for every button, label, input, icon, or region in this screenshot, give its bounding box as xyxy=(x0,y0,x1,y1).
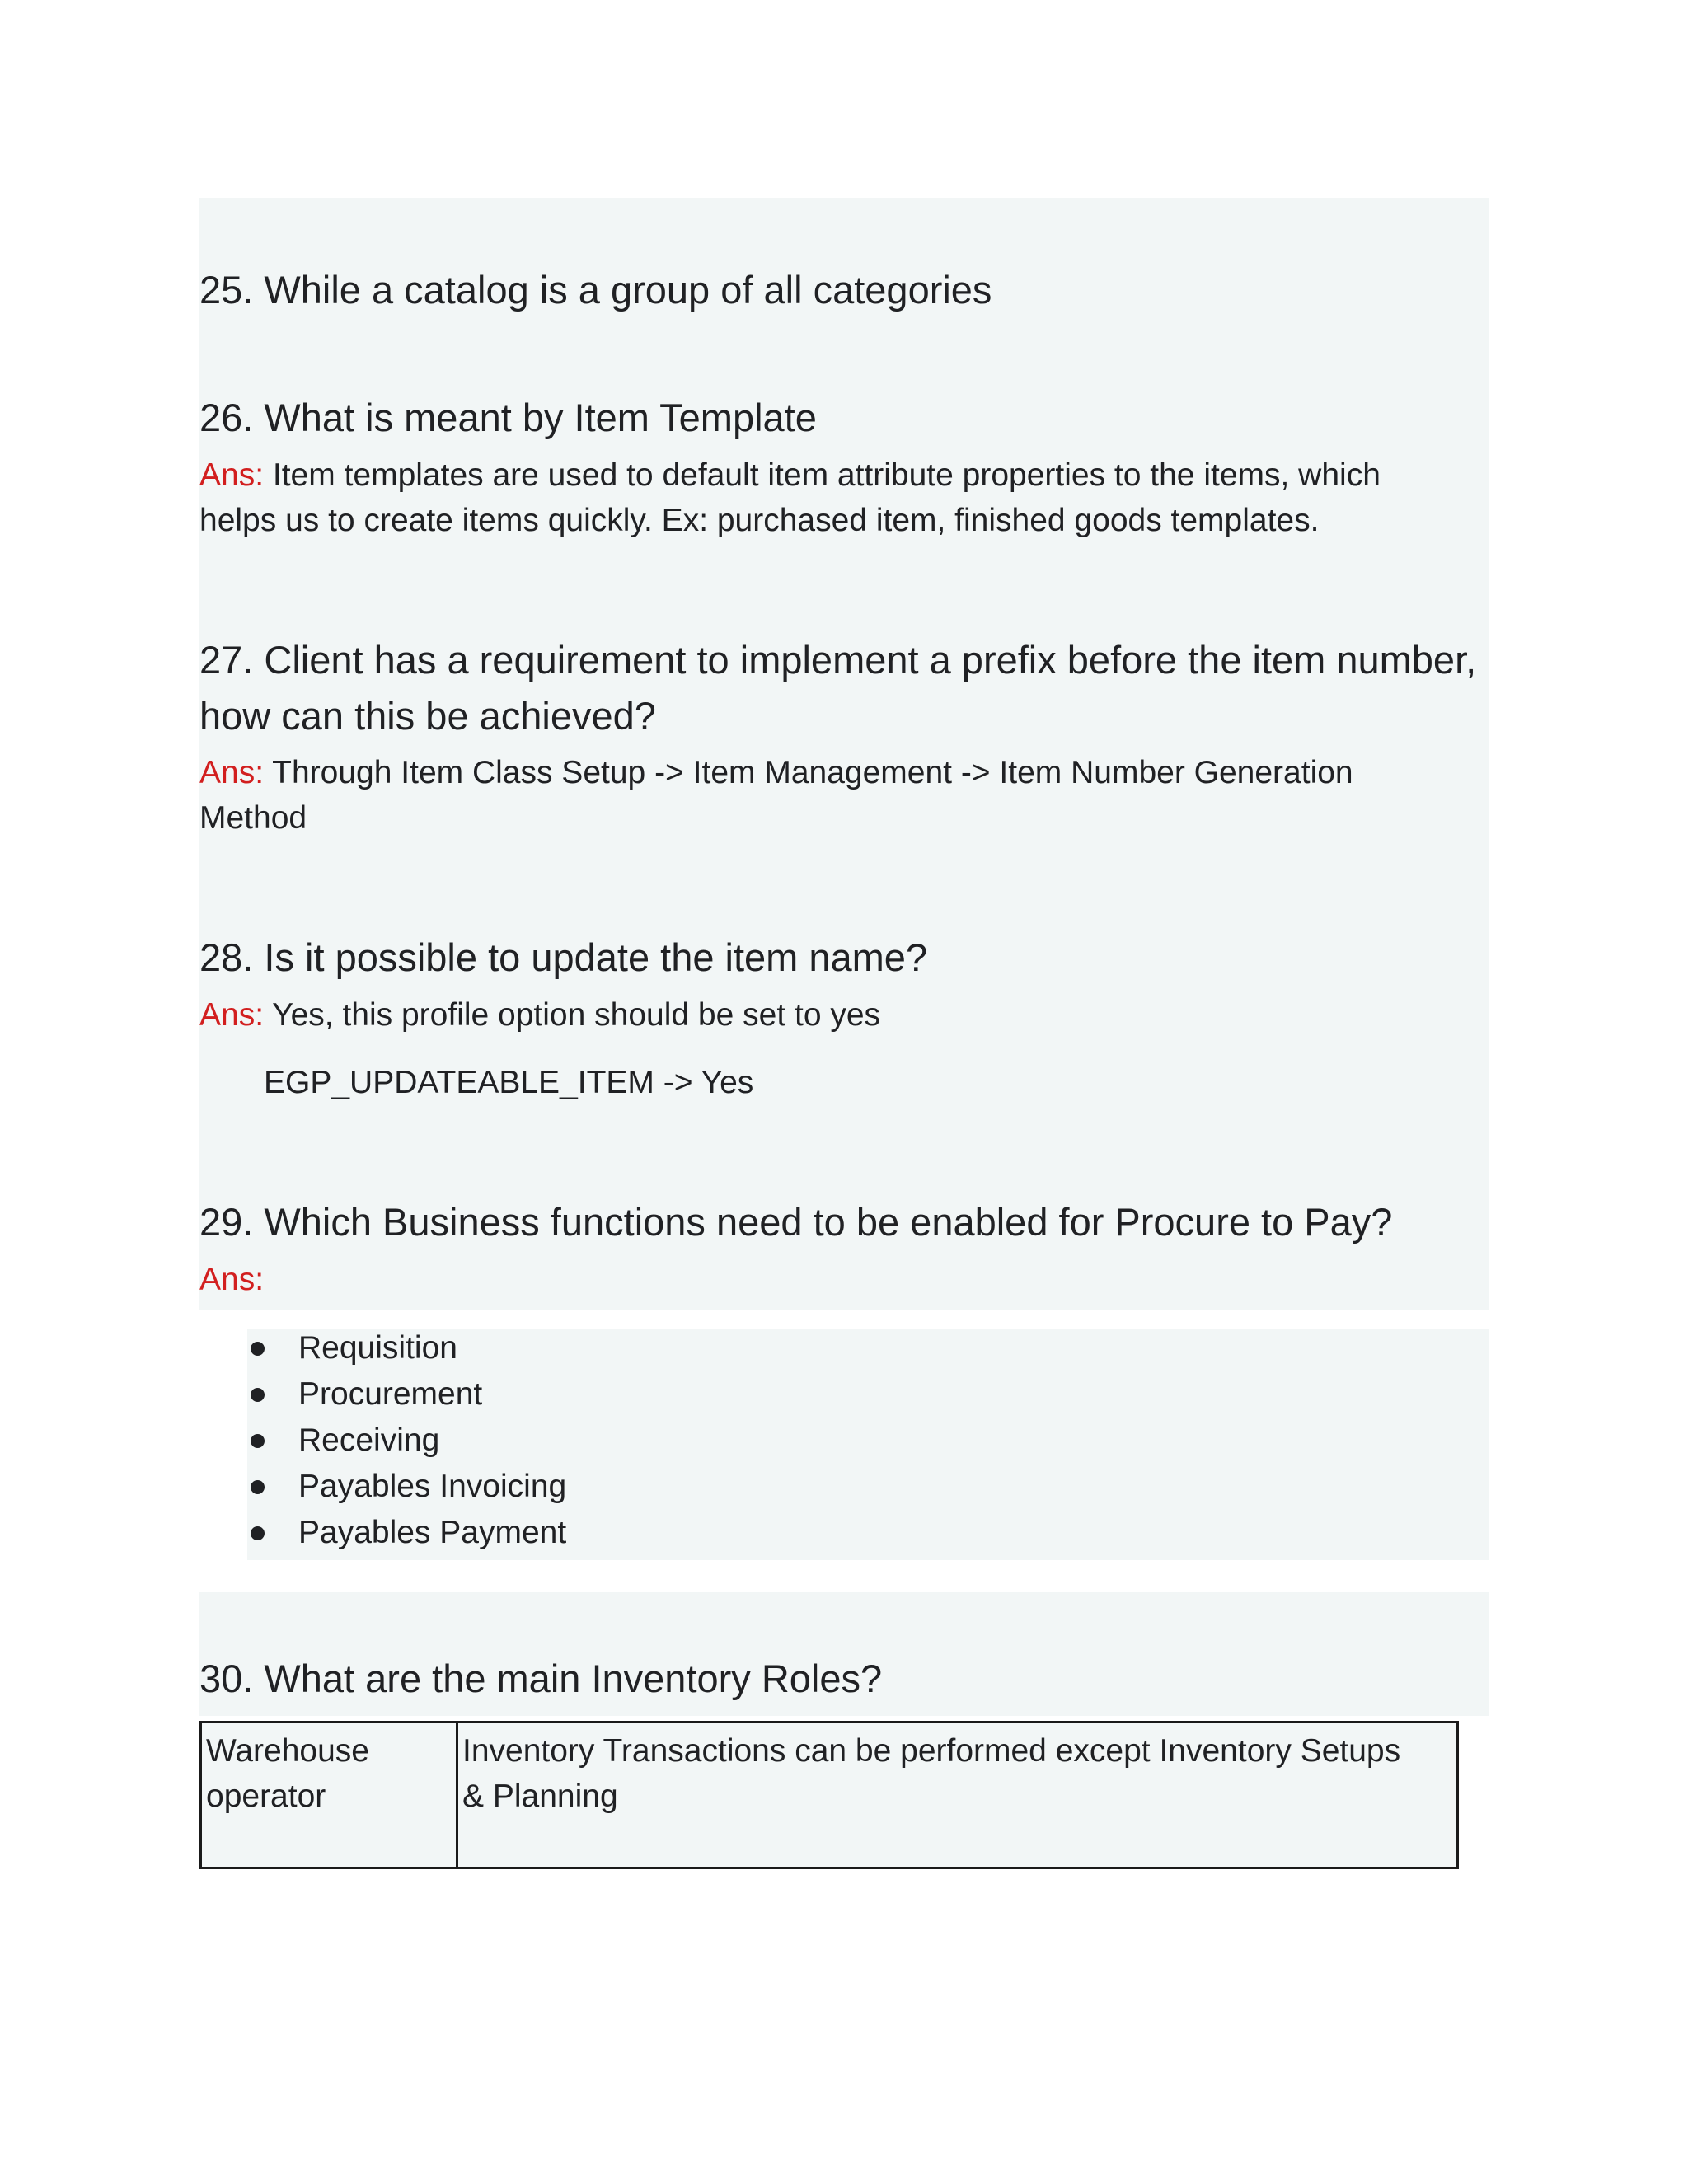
question-29: 29. Which Business functions need to be enabled for Procure to Pay? xyxy=(199,1200,1393,1244)
bullet-icon xyxy=(251,1434,265,1448)
role-name-line-2: operator xyxy=(206,1779,326,1814)
role-description-line-2: & Planning xyxy=(462,1779,618,1814)
list-item-label: Receiving xyxy=(298,1422,440,1458)
question-27-line-2: how can this be achieved? xyxy=(199,694,656,738)
role-description-line-1: Inventory Transactions can be performed except Inventory Setups xyxy=(462,1733,1401,1769)
answer-27-line-2: Method xyxy=(199,800,307,836)
list-item-label: Payables Payment xyxy=(298,1515,567,1550)
answer-27-text: Through Item Class Setup -> Item Management -> Item Number Generation xyxy=(264,755,1353,790)
answer-26-line-1 xyxy=(199,452,1381,498)
answer-26-text: Item templates are used to default item attribute properties to the items, which xyxy=(264,457,1381,493)
ans-label: Ans: xyxy=(199,755,265,790)
answer-26-line-2: helps us to create items quickly. Ex: purchased item, finished goods templates. xyxy=(199,503,1320,538)
business-functions-list xyxy=(249,1325,566,1556)
ans-label: Ans: xyxy=(199,457,265,493)
profile-option: EGP_UPDATEABLE_ITEM -> Yes xyxy=(264,1065,754,1100)
question-25: 25. While a catalog is a group of all categories xyxy=(199,268,992,312)
bullet-icon xyxy=(251,1526,265,1540)
inventory-roles-table xyxy=(199,1721,1459,1869)
answer-28-text: Yes, this profile option should be set to yes xyxy=(264,997,881,1033)
role-name-line-1: Warehouse xyxy=(206,1733,369,1769)
list-item-label: Requisition xyxy=(298,1330,457,1366)
list-item-label: Payables Invoicing xyxy=(298,1469,567,1504)
answer-28-line-1 xyxy=(199,992,880,1038)
list-item xyxy=(249,1371,566,1418)
question-27-line-1: 27. Client has a requirement to implement a prefix before the item number, xyxy=(199,638,1477,682)
question-28: 28. Is it possible to update the item name? xyxy=(199,935,928,979)
ans-label: Ans: xyxy=(199,997,265,1033)
answer-27-line-1 xyxy=(199,750,1353,795)
bullet-icon xyxy=(251,1342,265,1356)
role-description-cell xyxy=(457,1722,1458,1868)
list-item-label: Procurement xyxy=(298,1376,483,1412)
list-item xyxy=(249,1418,566,1464)
question-26: 26. What is meant by Item Template xyxy=(199,396,817,439)
bullet-icon xyxy=(251,1388,265,1402)
question-30: 30. What are the main Inventory Roles? xyxy=(199,1657,883,1700)
role-name-cell xyxy=(201,1722,457,1868)
list-item xyxy=(249,1325,566,1371)
bullet-icon xyxy=(251,1480,265,1494)
list-item xyxy=(249,1510,566,1556)
list-item xyxy=(249,1464,566,1510)
answer-29-label: Ans: xyxy=(199,1262,265,1297)
table-row xyxy=(201,1722,1458,1868)
